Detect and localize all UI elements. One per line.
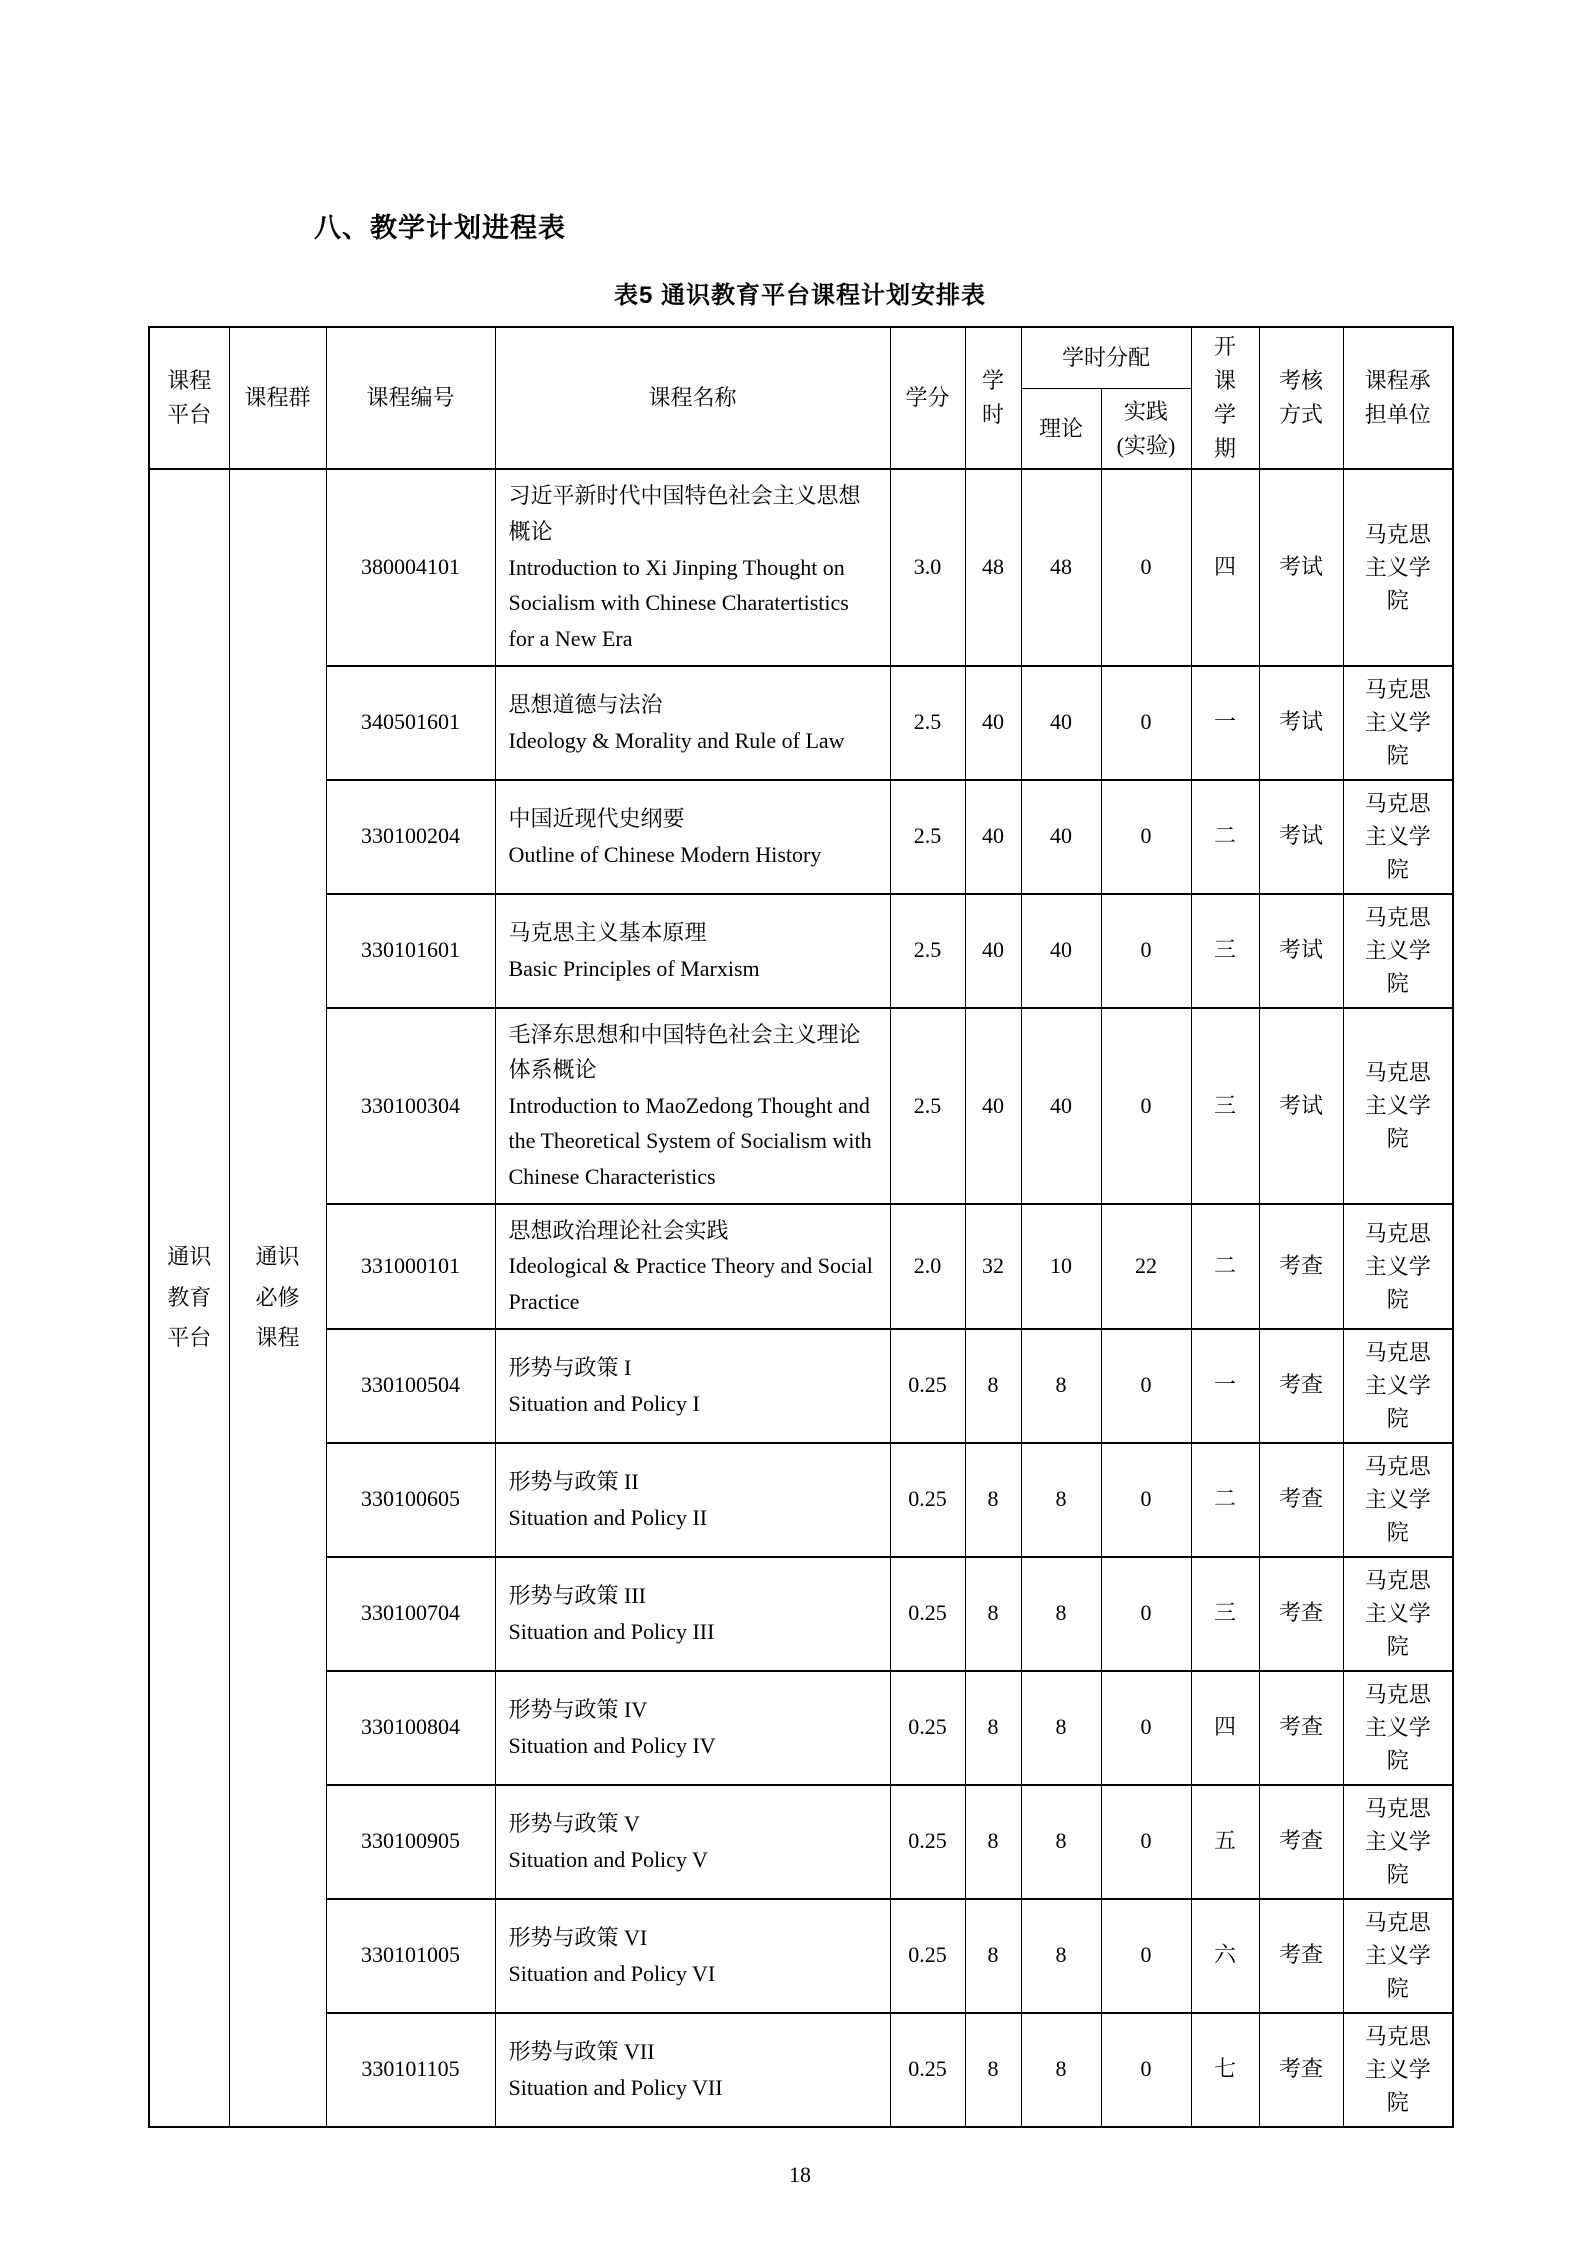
course-code: 330100704 <box>326 1557 495 1671</box>
course-assessment: 考试 <box>1259 666 1343 780</box>
course-semester: 四 <box>1191 1671 1259 1785</box>
course-plan-table <box>148 326 1454 2128</box>
course-code: 330100905 <box>326 1785 495 1899</box>
course-credits: 0.25 <box>890 1785 965 1899</box>
course-row <box>149 1329 1453 1443</box>
course-unit: 马克思主义学院 <box>1343 469 1453 665</box>
header-practice: 实践(实验) <box>1101 388 1191 469</box>
course-unit: 马克思主义学院 <box>1343 666 1453 780</box>
course-row <box>149 469 1453 665</box>
course-assessment: 考查 <box>1259 1899 1343 2013</box>
course-name-en: Situation and Policy II <box>508 1504 708 1530</box>
course-hours: 40 <box>965 1008 1021 1204</box>
course-credits: 0.25 <box>890 1899 965 2013</box>
course-credits: 2.5 <box>890 894 965 1008</box>
course-practice-hours: 0 <box>1101 469 1191 665</box>
page-number: 18 <box>789 2161 811 2187</box>
course-unit: 马克思主义学院 <box>1343 1008 1453 1204</box>
course-credits: 0.25 <box>890 1329 965 1443</box>
course-assessment: 考查 <box>1259 1785 1343 1899</box>
header-hour-allocation: 学时分配 <box>1021 327 1191 388</box>
course-code: 330101601 <box>326 894 495 1008</box>
course-name-cell <box>495 1785 890 1899</box>
course-theory-hours: 8 <box>1021 1785 1101 1899</box>
course-assessment: 考查 <box>1259 1204 1343 1329</box>
course-practice-hours: 0 <box>1101 666 1191 780</box>
course-practice-hours: 0 <box>1101 1008 1191 1204</box>
course-row <box>149 1557 1453 1671</box>
course-hours: 40 <box>965 894 1021 1008</box>
course-code: 330100605 <box>326 1443 495 1557</box>
course-assessment: 考试 <box>1259 894 1343 1008</box>
course-name-cn: 形势与政策 I <box>508 1354 632 1380</box>
course-theory-hours: 40 <box>1021 1008 1101 1204</box>
course-credits: 2.5 <box>890 780 965 894</box>
course-credits: 3.0 <box>890 469 965 665</box>
course-assessment: 考查 <box>1259 1329 1343 1443</box>
header-theory: 理论 <box>1021 388 1101 469</box>
course-theory-hours: 8 <box>1021 1557 1101 1671</box>
course-name-en: Situation and Policy V <box>508 1846 708 1872</box>
course-practice-hours: 22 <box>1101 1204 1191 1329</box>
course-theory-hours: 40 <box>1021 894 1101 1008</box>
header-credits: 学分 <box>890 327 965 469</box>
course-name-cn: 形势与政策 II <box>508 1468 639 1494</box>
course-name-en: Ideology & Morality and Rule of Law <box>508 727 845 753</box>
course-assessment: 考查 <box>1259 1443 1343 1557</box>
course-hours: 48 <box>965 469 1021 665</box>
course-name-cell <box>495 1329 890 1443</box>
course-semester: 一 <box>1191 1329 1259 1443</box>
course-name-cell <box>495 894 890 1008</box>
course-hours: 32 <box>965 1204 1021 1329</box>
course-name-cell <box>495 1899 890 2013</box>
course-unit: 马克思主义学院 <box>1343 780 1453 894</box>
course-row <box>149 1785 1453 1899</box>
course-row <box>149 2013 1453 2127</box>
course-hours: 8 <box>965 1329 1021 1443</box>
course-name-en: Outline of Chinese Modern History <box>508 841 822 867</box>
course-semester: 七 <box>1191 2013 1259 2127</box>
course-semester: 二 <box>1191 780 1259 894</box>
table-title: 表5 通识教育平台课程计划安排表 <box>613 282 986 309</box>
course-name-en: Situation and Policy I <box>508 1390 700 1416</box>
course-semester: 二 <box>1191 1204 1259 1329</box>
course-row <box>149 1204 1453 1329</box>
course-assessment: 考查 <box>1259 2013 1343 2127</box>
course-hours: 8 <box>965 1443 1021 1557</box>
course-unit: 马克思主义学院 <box>1343 1329 1453 1443</box>
course-assessment: 考试 <box>1259 780 1343 894</box>
course-practice-hours: 0 <box>1101 1557 1191 1671</box>
course-hours: 8 <box>965 1557 1021 1671</box>
course-unit: 马克思主义学院 <box>1343 2013 1453 2127</box>
course-row <box>149 780 1453 894</box>
course-name-cell <box>495 469 890 665</box>
course-credits: 0.25 <box>890 1671 965 1785</box>
header-course-group: 课程群 <box>229 327 326 469</box>
course-name-cell <box>495 1671 890 1785</box>
course-theory-hours: 10 <box>1021 1204 1101 1329</box>
course-name-cn: 马克思主义基本原理 <box>508 919 707 945</box>
course-theory-hours: 8 <box>1021 2013 1101 2127</box>
course-credits: 0.25 <box>890 1443 965 1557</box>
course-name-cell <box>495 1557 890 1671</box>
course-name-en: Ideological & Practice Theory and Social Practice <box>508 1253 873 1314</box>
course-unit: 马克思主义学院 <box>1343 1899 1453 2013</box>
course-row <box>149 1008 1453 1204</box>
course-credits: 2.5 <box>890 666 965 780</box>
course-semester: 一 <box>1191 666 1259 780</box>
course-name-cell <box>495 666 890 780</box>
course-theory-hours: 8 <box>1021 1443 1101 1557</box>
course-code: 380004101 <box>326 469 495 665</box>
course-row <box>149 1671 1453 1785</box>
course-name-cn: 中国近现代史纲要 <box>508 805 685 831</box>
header-hours: 学时 <box>965 327 1021 469</box>
course-practice-hours: 0 <box>1101 1785 1191 1899</box>
course-unit: 马克思主义学院 <box>1343 1671 1453 1785</box>
course-assessment: 考查 <box>1259 1557 1343 1671</box>
course-semester: 六 <box>1191 1899 1259 2013</box>
course-name-cell <box>495 1443 890 1557</box>
course-practice-hours: 0 <box>1101 1329 1191 1443</box>
course-name-cell <box>495 2013 890 2127</box>
course-practice-hours: 0 <box>1101 2013 1191 2127</box>
course-name-cn: 形势与政策 IV <box>508 1696 648 1722</box>
course-name-en: Situation and Policy III <box>508 1618 715 1644</box>
course-hours: 8 <box>965 2013 1021 2127</box>
course-name-cell <box>495 780 890 894</box>
course-name-en: Situation and Policy VII <box>508 2074 723 2100</box>
course-name-cn: 思想道德与法治 <box>508 691 663 717</box>
course-unit: 马克思主义学院 <box>1343 1557 1453 1671</box>
course-name-cn: 习近平新时代中国特色社会主义思想概论 <box>508 483 861 544</box>
course-group-cell: 通识必修课程 <box>229 469 326 2126</box>
header-course-code: 课程编号 <box>326 327 495 469</box>
course-credits: 2.0 <box>890 1204 965 1329</box>
course-name-cn: 思想政治理论社会实践 <box>508 1217 729 1243</box>
course-code: 340501601 <box>326 666 495 780</box>
course-semester: 二 <box>1191 1443 1259 1557</box>
course-credits: 0.25 <box>890 2013 965 2127</box>
course-unit: 马克思主义学院 <box>1343 1204 1453 1329</box>
course-unit: 马克思主义学院 <box>1343 1443 1453 1557</box>
course-hours: 8 <box>965 1671 1021 1785</box>
course-theory-hours: 8 <box>1021 1899 1101 2013</box>
course-practice-hours: 0 <box>1101 1899 1191 2013</box>
course-name-cn: 形势与政策 III <box>508 1582 646 1608</box>
header-assessment: 考核方式 <box>1259 327 1343 469</box>
course-name-cn: 形势与政策 V <box>508 1810 640 1836</box>
section-heading: 八、教学计划进程表 <box>314 213 566 243</box>
course-name-cn: 形势与政策 VI <box>508 1924 648 1950</box>
course-code: 330100304 <box>326 1008 495 1204</box>
course-name-cn: 形势与政策 VII <box>508 2038 655 2064</box>
course-code: 330100504 <box>326 1329 495 1443</box>
course-assessment: 考查 <box>1259 1671 1343 1785</box>
course-name-en: Basic Principles of Marxism <box>508 955 760 981</box>
header-course-name: 课程名称 <box>495 327 890 469</box>
course-code: 330100804 <box>326 1671 495 1785</box>
course-hours: 40 <box>965 780 1021 894</box>
header-course-platform: 课程平台 <box>149 327 229 469</box>
course-practice-hours: 0 <box>1101 894 1191 1008</box>
course-name-cell <box>495 1008 890 1204</box>
course-name-cell <box>495 1204 890 1329</box>
course-assessment: 考试 <box>1259 1008 1343 1204</box>
course-name-en: Introduction to Xi Jinping Thought on Socialism with Chinese Charatertistics for a New Era <box>508 554 849 651</box>
table-header-row-1 <box>149 327 1453 388</box>
course-row <box>149 894 1453 1008</box>
course-name-en: Introduction to MaoZedong Thought and the Theoretical System of Socialism with Chinese Characteristics <box>508 1092 872 1189</box>
course-practice-hours: 0 <box>1101 780 1191 894</box>
course-theory-hours: 48 <box>1021 469 1101 665</box>
course-row <box>149 666 1453 780</box>
course-semester: 三 <box>1191 894 1259 1008</box>
course-hours: 8 <box>965 1899 1021 2013</box>
course-name-cn: 毛泽东思想和中国特色社会主义理论体系概论 <box>508 1021 861 1083</box>
header-semester: 开课学期 <box>1191 327 1259 469</box>
course-theory-hours: 40 <box>1021 780 1101 894</box>
course-code: 330100204 <box>326 780 495 894</box>
course-code: 330101105 <box>326 2013 495 2127</box>
course-unit: 马克思主义学院 <box>1343 1785 1453 1899</box>
header-unit: 课程承担单位 <box>1343 327 1453 469</box>
course-credits: 2.5 <box>890 1008 965 1204</box>
course-theory-hours: 8 <box>1021 1671 1101 1785</box>
course-theory-hours: 8 <box>1021 1329 1101 1443</box>
course-row <box>149 1899 1453 2013</box>
course-assessment: 考试 <box>1259 469 1343 665</box>
course-name-en: Situation and Policy IV <box>508 1732 716 1758</box>
course-semester: 四 <box>1191 469 1259 665</box>
course-hours: 40 <box>965 666 1021 780</box>
course-credits: 0.25 <box>890 1557 965 1671</box>
course-semester: 三 <box>1191 1008 1259 1204</box>
course-row <box>149 1443 1453 1557</box>
course-name-en: Situation and Policy VI <box>508 1960 716 1986</box>
course-code: 331000101 <box>326 1204 495 1329</box>
course-practice-hours: 0 <box>1101 1443 1191 1557</box>
course-semester: 五 <box>1191 1785 1259 1899</box>
course-semester: 三 <box>1191 1557 1259 1671</box>
course-unit: 马克思主义学院 <box>1343 894 1453 1008</box>
course-hours: 8 <box>965 1785 1021 1899</box>
course-practice-hours: 0 <box>1101 1671 1191 1785</box>
course-platform-cell: 通识教育平台 <box>149 469 229 2126</box>
course-theory-hours: 40 <box>1021 666 1101 780</box>
course-code: 330101005 <box>326 1899 495 2013</box>
